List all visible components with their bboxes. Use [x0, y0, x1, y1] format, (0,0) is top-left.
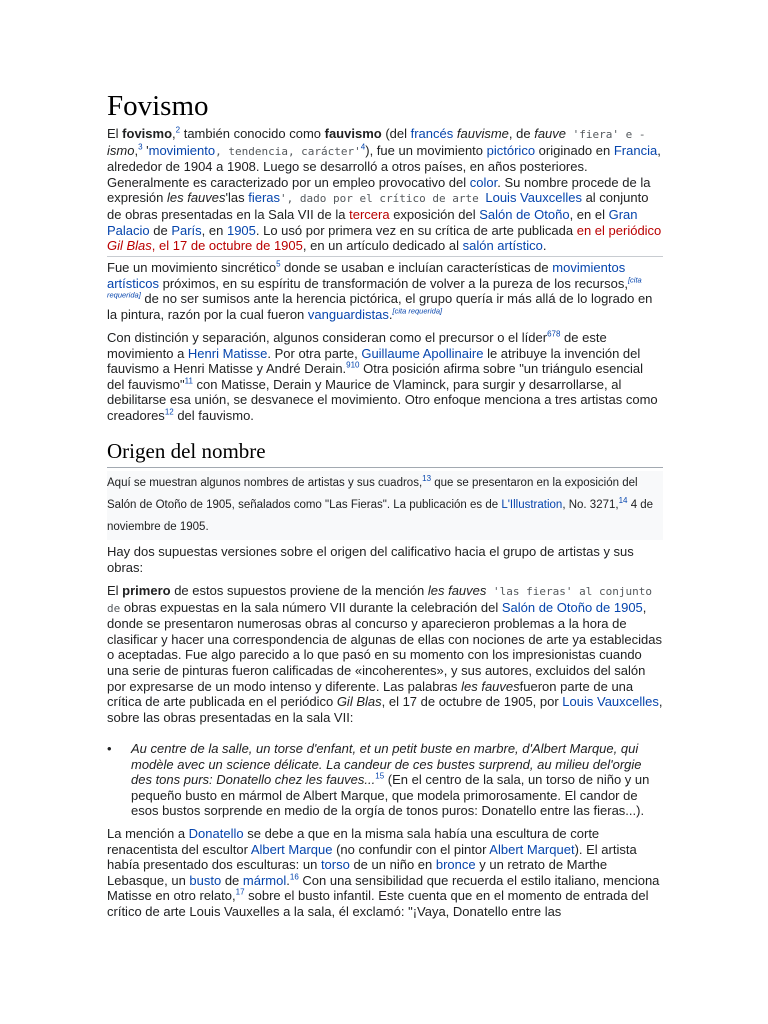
link-tercera[interactable]: tercera: [349, 206, 390, 222]
reference-link[interactable]: 2: [175, 125, 181, 135]
reference-link[interactable]: 17: [235, 888, 245, 898]
gloss: ', dado por el crítico de arte: [280, 192, 486, 206]
text: ,: [172, 126, 176, 141]
text: exposición del: [389, 206, 480, 222]
reference-link[interactable]: 3: [138, 142, 143, 152]
text: , No. 3271,: [562, 499, 619, 511]
link-marmol[interactable]: mármol: [242, 872, 287, 888]
text: donde se usaban e incluían características de: [280, 260, 553, 275]
text: . Lo usó por primera vez en su crítica de arte publicada: [255, 222, 577, 238]
text: , sobre las obras presentadas en la sala VII:: [107, 694, 663, 725]
text: Otra posición afirma sobre "un triángulo esencial del fauvismo": [107, 361, 644, 392]
quote-text: Au centre de la salle, un torse d'enfant, et un petit buste en marbre, d'Albert Marque, qui modèle avec un science délicate. La candeur de ces bustes surprend, au milieu del'orgie des tons purs: Donatello chez les fauves...: [131, 741, 642, 788]
reference-link[interactable]: 910: [346, 360, 360, 370]
reference-link[interactable]: 12: [164, 407, 174, 417]
text: , en: [201, 222, 227, 238]
reference-link[interactable]: 5: [276, 259, 281, 269]
text: fauve: [534, 126, 567, 141]
gloss: 'fiera' e -: [566, 128, 646, 141]
link-henri-matisse[interactable]: Henri Matisse: [187, 345, 268, 361]
paragraph-donatello: [107, 826, 663, 920]
text: que se presentaron en la exposición del Salón de Otoño de 1905, señalados como "Las Fieras". La publicación es de: [107, 477, 638, 511]
text: (no confundir con el pintor: [332, 841, 490, 857]
link-fieras[interactable]: fieras: [248, 190, 281, 206]
text: . Por otra parte,: [267, 345, 362, 361]
text: Aquí se muestran algunos nombres de artistas y sus cuadros,: [107, 477, 423, 489]
paragraph-sincretico: [107, 260, 663, 322]
text: , el 17 de octubre de 1905, por: [381, 694, 563, 710]
link-salon-de-otono[interactable]: Salón de Otoño: [479, 206, 570, 222]
term-primero: primero: [122, 583, 171, 598]
text: de este movimiento a: [107, 330, 607, 361]
text: ': [142, 142, 149, 158]
text: de un niño en: [349, 857, 436, 873]
link-louis-vauxcelles[interactable]: Louis Vauxcelles: [485, 190, 582, 206]
citation-needed[interactable]: [cita requerida]: [107, 275, 642, 300]
text: (del: [381, 126, 411, 141]
text: .: [388, 306, 393, 322]
text: y un retrato de Marthe Lebasque, un: [107, 857, 608, 888]
link-gran-palacio[interactable]: Gran Palacio: [107, 206, 638, 238]
link-movimiento[interactable]: movimiento: [148, 142, 216, 158]
text: Con una sensibilidad que recuerda el estilo italiano, menciona Matisse en otro relato,: [107, 872, 660, 904]
bullet-icon: •: [107, 741, 112, 756]
link-bronce[interactable]: bronce: [435, 857, 476, 873]
link-paris[interactable]: París: [171, 222, 202, 238]
text: de estos supuestos proviene de la mención: [170, 583, 428, 598]
text: de: [149, 222, 172, 238]
link-frances[interactable]: francés: [410, 126, 454, 141]
text: , alrededor de 1904 a 1908. Luego se desarrolló a otros países, en años posteriores. Generalmente es caracterizado por un empleo provocativo del: [107, 142, 661, 190]
text: les fauves: [166, 190, 226, 206]
section-heading-origen: Origen del nombre: [107, 437, 663, 468]
reference-link[interactable]: 678: [547, 329, 561, 339]
text: . Su nombre procede de la expresión: [107, 174, 651, 206]
text: obras expuestas en la sala número VII durante la celebración del: [120, 599, 502, 615]
text: fueron parte de una crítica de arte publicada en el periódico: [107, 678, 634, 710]
text: , de: [508, 126, 535, 141]
text: les fauves: [427, 583, 487, 598]
text: , en el: [569, 206, 609, 222]
quote-list-item: [131, 741, 663, 819]
paragraph-primero: [107, 583, 663, 725]
term-fovismo: fovismo: [122, 126, 173, 141]
link-francia[interactable]: Francia: [613, 142, 658, 158]
text: Con distinción y separación, algunos consideran como el precursor o el líder: [107, 330, 548, 345]
page-title: Fovismo: [107, 90, 209, 122]
text: del fauvismo.: [173, 407, 254, 423]
text: 'las: [225, 190, 249, 206]
link-busto[interactable]: busto: [189, 872, 222, 888]
link-albert-marquet[interactable]: Albert Marquet: [489, 841, 575, 857]
link-1905[interactable]: 1905: [226, 222, 256, 238]
text: Gil Blas: [336, 694, 382, 710]
paragraph-distincion: [107, 330, 663, 424]
paragraph-versiones: Hay dos supuestas versiones sobre el origen del calificativo hacia el grupo de artistas y sus obras:: [107, 544, 634, 575]
text: también conocido como: [180, 126, 325, 141]
link-lillustration[interactable]: L'Illustration: [501, 499, 563, 511]
gloss: , tendencia, carácter': [215, 144, 361, 158]
text: ismo: [107, 142, 135, 158]
text: ,: [134, 142, 139, 158]
text: 4 de noviembre de 1905.: [107, 499, 654, 533]
text: (En el centro de la sala, un torso de niño y un pequeño busto en mármol de Albert Marque, que modela primorosamente. El candor de esos bustos sorprende en medio de la orgía de tonos puros: Donatello entre las fieras...).: [131, 772, 650, 819]
text: próximos, en su espíritu de transformación de volver a la pureza de los recursos,: [159, 275, 628, 291]
intro-paragraph: [107, 126, 663, 254]
reference-link[interactable]: 4: [360, 142, 366, 152]
text: Fue un movimiento sincrético: [107, 260, 277, 275]
text: , donde se presentaron numerosas obras al concurso y aparecieron problemas a la hora de clasificar y hacer una correspondencia de algunas de ellas con nociones de arte ya establecidas o aceptadas. Fue algo parecido a lo que pasó en su momento con los impresionistas cuando una serie de pinturas fueron calificadas de «incoherentes», y sus autores, excluidos del salón por expresarse de un modo intenso y diferente. Las palabras: [107, 599, 663, 694]
link-gil-blas[interactable]: Gil Blas: [107, 238, 152, 254]
text: sobre el busto infantil. Este cuenta que en el momento de entrada del crítico de arte Louis Vauxelles a la sala, él exclamó: "¡Vaya, Donatello entre las: [107, 888, 649, 919]
text: ). El artista había presentado dos esculturas: un: [107, 841, 637, 873]
link-periodico[interactable]: en el periódico: [576, 222, 662, 238]
text: de no ser sumisos ante la herencia pictórica, el grupo quería ir más allá de lo logrado en la pintura, razón por la cual fueron: [107, 291, 653, 322]
reference-link[interactable]: 11: [184, 376, 193, 386]
text: .: [286, 872, 290, 888]
reference-link[interactable]: 16: [289, 872, 299, 882]
text: La mención a: [107, 826, 189, 841]
divider: [107, 256, 663, 257]
link-pictorico[interactable]: pictórico: [486, 142, 536, 158]
link-salon-de-otono-1905[interactable]: Salón de Otoño de 1905: [501, 599, 643, 615]
text: ), fue un movimiento: [365, 142, 487, 158]
text: originado en: [535, 142, 614, 158]
citation-needed[interactable]: [cita requerida]: [392, 306, 443, 316]
link-fecha[interactable]: 17 de octubre de 1905: [172, 238, 303, 254]
link-vanguardistas[interactable]: vanguardistas: [307, 306, 389, 322]
text: fauvisme: [456, 126, 509, 141]
reference-link[interactable]: 15: [375, 771, 385, 781]
reference-link[interactable]: 14: [618, 496, 628, 506]
link-louis-vauxcelles[interactable]: Louis Vauxcelles: [562, 694, 659, 710]
link-torso[interactable]: torso: [320, 857, 350, 873]
text: les fauves: [461, 678, 520, 694]
link-donatello[interactable]: Donatello: [188, 826, 244, 841]
text: le atribuye la invención del fauvismo a Henri Matisse y André Derain.: [107, 345, 641, 377]
text: El: [107, 126, 123, 141]
text: con Matisse, Derain y Maurice de Vlaminck, para surgir y desarrollarse, al debilitarse esa unión, se desvanece el movimiento. Otro enfoque menciona a tres artistas como creadores: [107, 376, 658, 423]
link-albert-marque[interactable]: Albert Marque: [250, 841, 333, 857]
link-salon-artistico[interactable]: salón artístico: [462, 238, 543, 254]
link-fecha[interactable]: , el: [151, 238, 173, 254]
gloss: 'las fieras' al conjunto de: [107, 585, 652, 615]
link-guillaume-apollinaire[interactable]: Guillaume Apollinaire: [361, 345, 484, 361]
term-fauvismo: fauvismo: [324, 126, 382, 141]
text: El: [107, 583, 123, 598]
text: de: [221, 872, 243, 888]
text: se debe a que en la misma sala había una escultura de corte renacentista del escultor: [107, 826, 600, 857]
image-caption: [107, 471, 663, 540]
text: al conjunto de obras presentadas en la Sala VII de la: [107, 190, 649, 222]
reference-link[interactable]: 13: [422, 474, 432, 484]
text: .: [542, 238, 547, 254]
link-movimientos-artisticos[interactable]: movimientos artísticos: [107, 260, 626, 291]
link-color[interactable]: color: [469, 174, 498, 190]
text: , en un artículo dedicado al: [302, 238, 463, 254]
